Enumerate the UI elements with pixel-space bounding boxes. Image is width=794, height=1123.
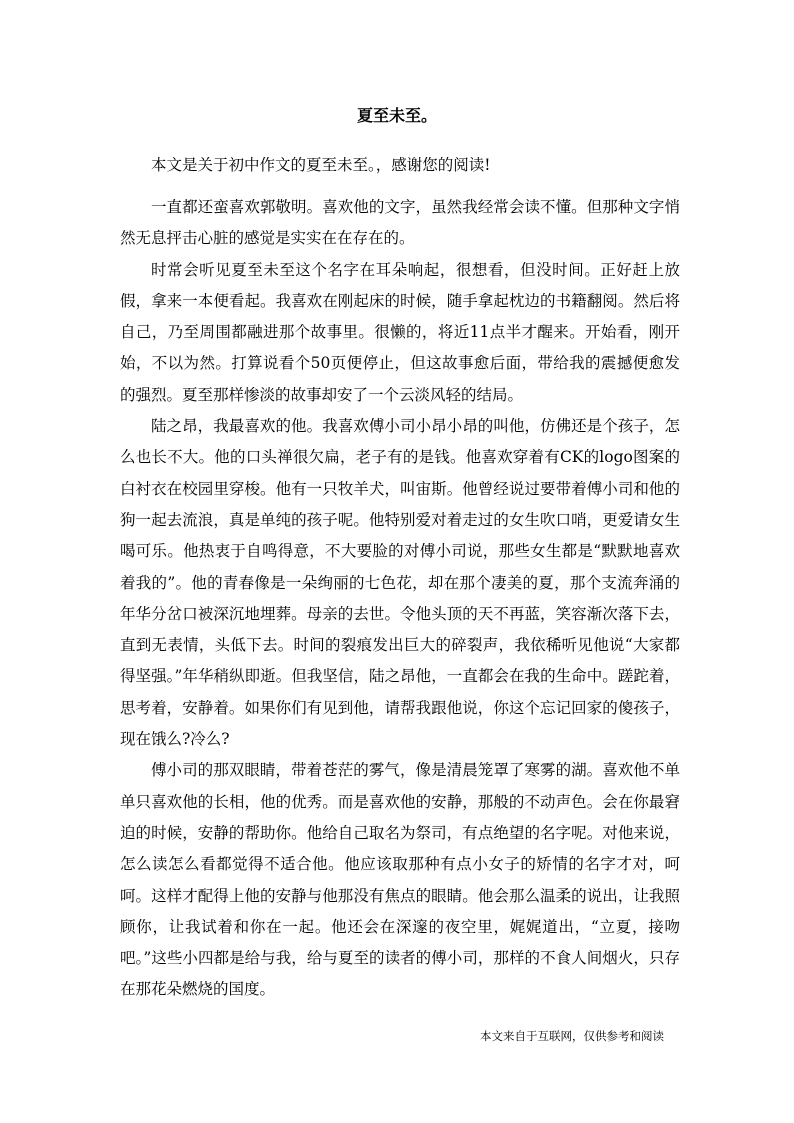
article-body [120, 192, 680, 1006]
intro-line: 本文是关于初中作文的夏至未至。，感谢您的阅读! [151, 156, 491, 174]
paragraph: 陆之昂，我最喜欢的他。我喜欢傅小司小昂小昂的叫他，仿佛还是个孩子，怎么也长不大。他的口头禅很欠扁，老子有的是钱。他喜欢穿着有CK的logo图案的白衬衣在校园里穿梭。他有一只牧羊犬，叫宙斯。他曾经说过要带着傅小司和他的狗一起去流浪，真是单纯的孩子呢。他特别爱对着走过的女生吹口哨，更爱请女生喝可乐。他热衷于自鸣得意，不大要脸的对傅小司说，那些女生都是“默默地喜欢着我的”。他的青春像是一朵绚丽的七色花，却在那个凄美的夏，那个支流奔涌的年华分岔口被深沉地埋葬。母亲的去世。令他头顶的天不再蓝，笑容渐次落下去，直到无表情，头低下去。时间的裂痕发出巨大的碎裂声，我依稀听见他说“大家都得坚强。”年华稍纵即逝。但我坚信，陆之昂他，一直都会在我的生命中。蹉跎着，思考着，安静着。如果你们有见到他，请帮我跟他说，你这个忘记回家的傻孩子，现在饿么?冷么? [120, 417, 680, 749]
paragraph: 一直都还蛮喜欢郭敬明。喜欢他的文字，虽然我经常会读不懂。但那种文字悄然无息抨击心脏的感觉是实实在在存在的。 [120, 198, 680, 248]
paragraph: 傅小司的那双眼睛，带着苍茫的雾气，像是清晨笼罩了寒雾的湖。喜欢他不单单只喜欢他的长相，他的优秀。而是喜欢他的安静，那般的不动声色。会在你最窘迫的时候，安静的帮助你。他给自己取名为祭司，有点绝望的名字呢。对他来说，怎么读怎么看都觉得不适合他。他应该取那种有点小女子的矫情的名字才对，呵呵。这样才配得上他的安静与他那没有焦点的眼睛。他会那么温柔的说出，让我照顾你，让我试着和你在一起。他还会在深邃的夜空里，娓娓道出，“立夏，接吻吧。”这些小四都是给与我，给与夏至的读者的傅小司，那样的不食人间烟火，只存在那花朵燃烧的国度。 [120, 761, 680, 999]
source-note: 本文来自于互联网，仅供参考和阅读 [480, 1029, 664, 1043]
paragraph: 时常会听见夏至未至这个名字在耳朵响起，很想看，但没时间。正好赶上放假，拿来一本便看起。我喜欢在刚起床的时候，随手拿起枕边的书籍翻阅。然后将自己，乃至周围都融进那个故事里。很懒的，将近11点半才醒来。开始看，刚开始，不以为然。打算说看个50页便停止，但这故事愈后面，带给我的震撼便愈发的强烈。夏至那样惨淡的故事却安了一个云淡风轻的结局。 [120, 260, 680, 404]
document-title: 夏至未至。 [356, 106, 437, 125]
